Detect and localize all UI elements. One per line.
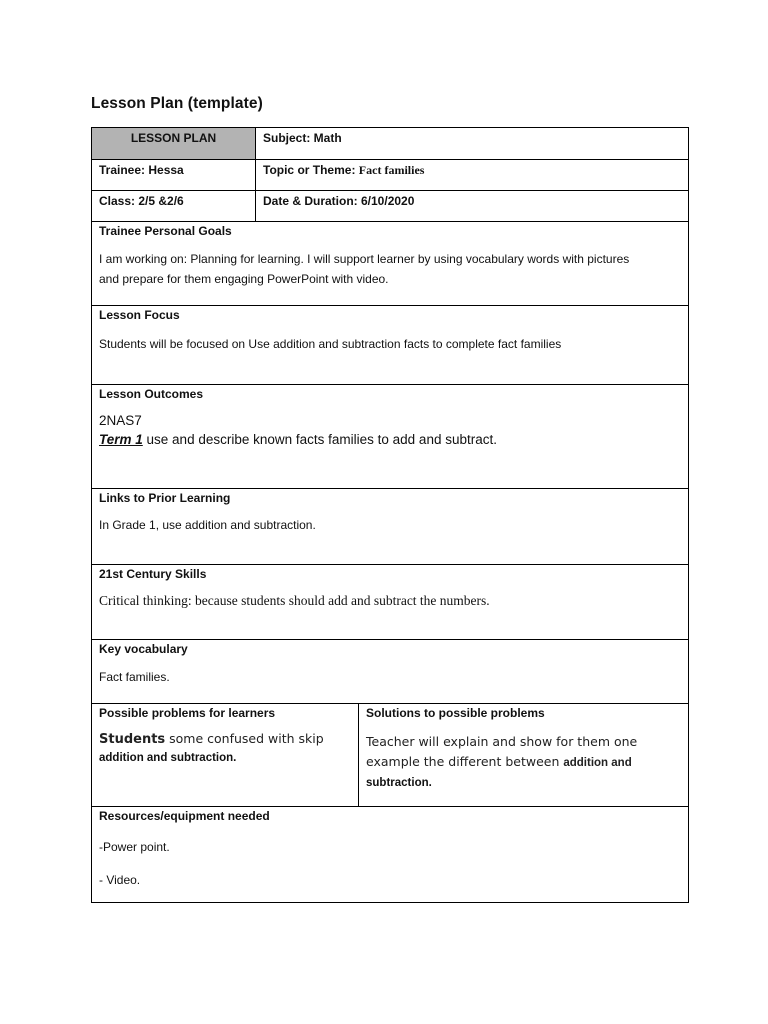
key-vocabulary-cell: [92, 640, 688, 703]
century-skills-text: Critical thinking: because students should add and subtract the numbers.: [99, 593, 490, 608]
resources-section: [92, 806, 688, 902]
subject-cell: Subject: Math: [255, 128, 688, 159]
problems-bold-word: Students: [99, 732, 166, 747]
topic-value: Fact families: [358, 163, 425, 177]
personal-goals-heading: Trainee Personal Goals: [99, 224, 232, 238]
problems-text-line-1: [99, 730, 351, 749]
topic-cell: [255, 160, 688, 190]
personal-goals-line-1: I am working on: Planning for learning. I will support learner by using vocabulary words with pictures: [99, 252, 630, 266]
problems-text-part-1: some confused with skip: [165, 731, 324, 746]
resources-item-2: - Video.: [99, 873, 141, 887]
lesson-plan-table: [91, 127, 689, 903]
personal-goals-cell: [92, 222, 688, 305]
term-label: Term 1: [99, 432, 143, 447]
problems-heading: Possible problems for learners: [99, 706, 276, 720]
solutions-cell: [358, 704, 688, 806]
key-vocabulary-heading: Key vocabulary: [99, 642, 188, 656]
prior-learning-heading: Links to Prior Learning: [99, 491, 231, 505]
solutions-line-2-part-2: addition and: [563, 757, 632, 769]
lesson-focus-section: [92, 305, 688, 384]
personal-goals-line-2: and prepare for them engaging PowerPoint with video.: [99, 272, 389, 286]
key-vocabulary-section: [92, 639, 688, 703]
date-duration-cell: Date & Duration: 6/10/2020: [255, 191, 688, 221]
outcome-code: 2NAS7: [99, 413, 142, 428]
personal-goals-section: [92, 221, 688, 305]
outcome-text: use and describe known facts families to add and subtract.: [142, 432, 497, 447]
century-skills-heading: 21st Century Skills: [99, 567, 207, 581]
header-row-3: [92, 190, 688, 221]
outcome-text-line: [99, 430, 681, 449]
trainee-cell: Trainee: Hessa: [99, 163, 184, 177]
resources-item-1: -Power point.: [99, 840, 170, 854]
resources-heading: Resources/equipment needed: [99, 809, 270, 823]
solutions-line-2: [366, 752, 681, 773]
century-skills-section: [92, 564, 688, 639]
solutions-line-1: Teacher will explain and show for them one: [366, 734, 638, 749]
prior-learning-cell: [92, 489, 688, 564]
lesson-outcomes-section: [92, 384, 688, 488]
solutions-line-3: subtraction.: [366, 777, 432, 789]
prior-learning-text: In Grade 1, use addition and subtraction.: [99, 518, 316, 532]
header-row-1: [92, 128, 688, 159]
problems-text-line-2: addition and subtraction.: [99, 752, 237, 764]
lesson-focus-cell: [92, 306, 688, 384]
problems-solutions-row: [92, 703, 688, 806]
lesson-focus-text: Students will be focused on Use addition and subtraction facts to complete fact families: [99, 337, 562, 351]
lesson-plan-label: LESSON PLAN: [92, 128, 255, 159]
problems-cell: [92, 704, 358, 806]
header-row-2: [92, 159, 688, 190]
document-title: Lesson Plan (template): [91, 95, 263, 112]
class-cell: Class: 2/5 &2/6: [99, 194, 184, 208]
resources-cell: [92, 807, 688, 902]
key-vocabulary-text: Fact families.: [99, 670, 170, 684]
prior-learning-section: [92, 488, 688, 564]
lesson-focus-heading: Lesson Focus: [99, 308, 180, 322]
century-skills-cell: [92, 565, 688, 639]
topic-label: Topic or Theme:: [263, 163, 359, 177]
solutions-line-2-part-1: example the different between: [366, 754, 564, 769]
solutions-heading: Solutions to possible problems: [366, 706, 545, 720]
lesson-outcomes-heading: Lesson Outcomes: [99, 387, 204, 401]
lesson-outcomes-cell: [92, 385, 688, 488]
